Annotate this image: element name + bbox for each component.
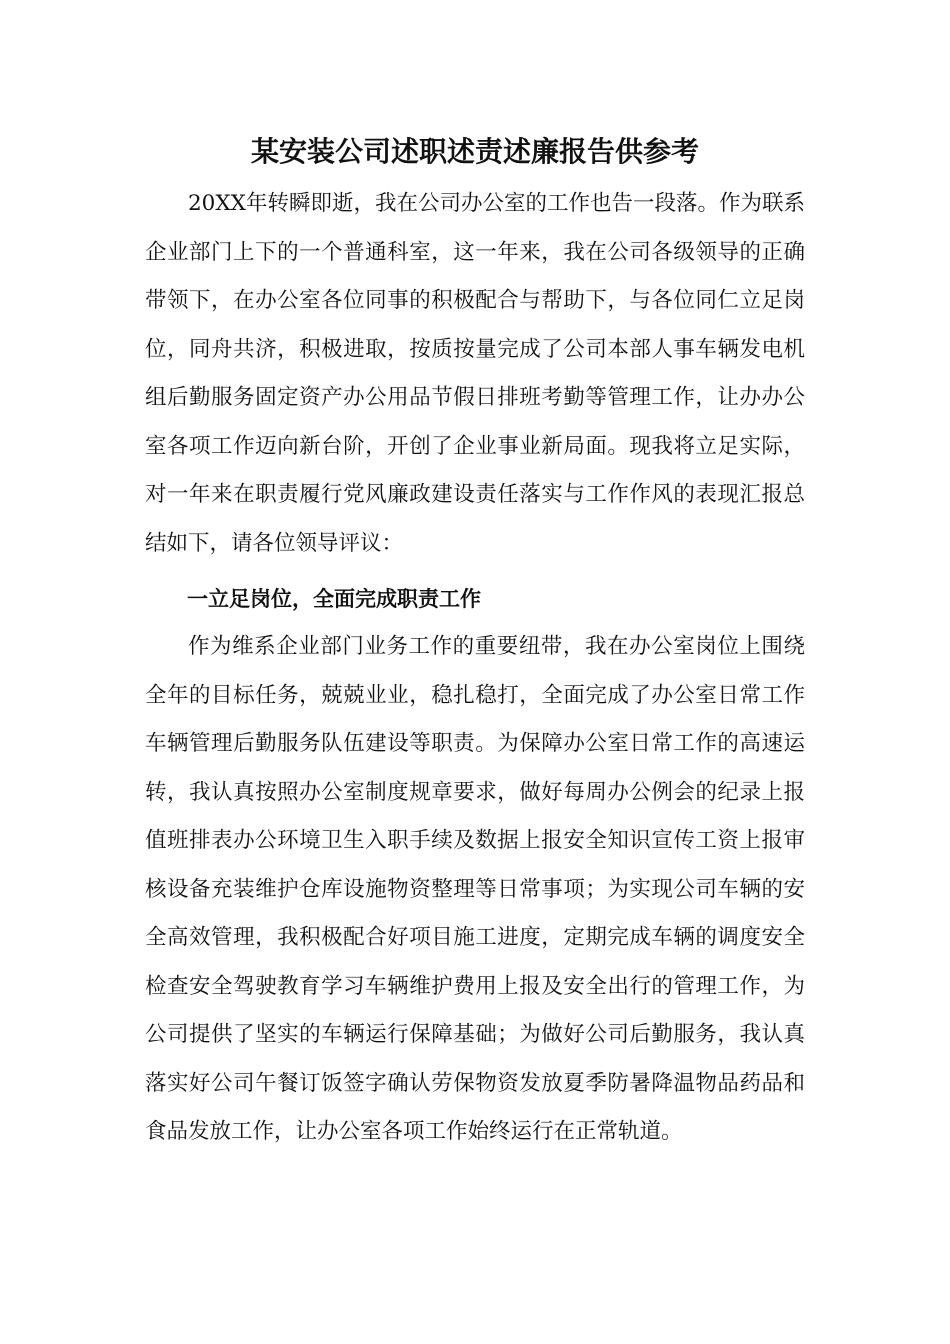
intro-paragraph: 20XX年转瞬即逝，我在公司办公室的工作也告一段落。作为联系企业部门上下的一个普通科室，这一年来，我在公司各级领导的正确带领下，在办公室各位同事的积极配合与帮助下，与各位同仁立足岗位，同舟共济，积极进取，按质按量完成了公司本部人事车辆发电机组后勤服务固定资产办公用品节假日排班考勤等管理工作，让办办公室各项工作迈向新台阶，开创了企业事业新局面。现我将立足实际，对一年来在职责履行党风廉政建设责任落实与工作作风的表现汇报总结如下，请各位领导评议：: [145, 191, 805, 556]
section-heading: 一立足岗位，全面完成职责工作: [187, 587, 481, 611]
document-title: 某安装公司述职述责述廉报告供参考: [250, 135, 699, 168]
section-paragraph: 作为维系企业部门业务工作的重要纽带，我在办公室岗位上围绕全年的目标任务，兢兢业业，稳扎稳打，全面完成了办公室日常工作车辆管理后勤服务队伍建设等职责。为保障办公室日常工作的高速运转，我认真按照办公室制度规章要求，做好每周办公例会的纪录上报值班排表办公环境卫生入职手续及数据上报安全知识宣传工资上报审核设备充装维护仓库设施物资整理等日常事项；为实现公司车辆的安全高效管理，我积极配合好项目施工进度，定期完成车辆的调度安全检查安全驾驶教育学习车辆维护费用上报及安全出行的管理工作，为公司提供了坚实的车辆运行保障基础；为做好公司后勤服务，我认真落实好公司午餐订饭签字确认劳保物资发放夏季防暑降温物品药品和食品发放工作，让办公室各项工作始终运行在正常轨道。: [145, 634, 805, 1144]
